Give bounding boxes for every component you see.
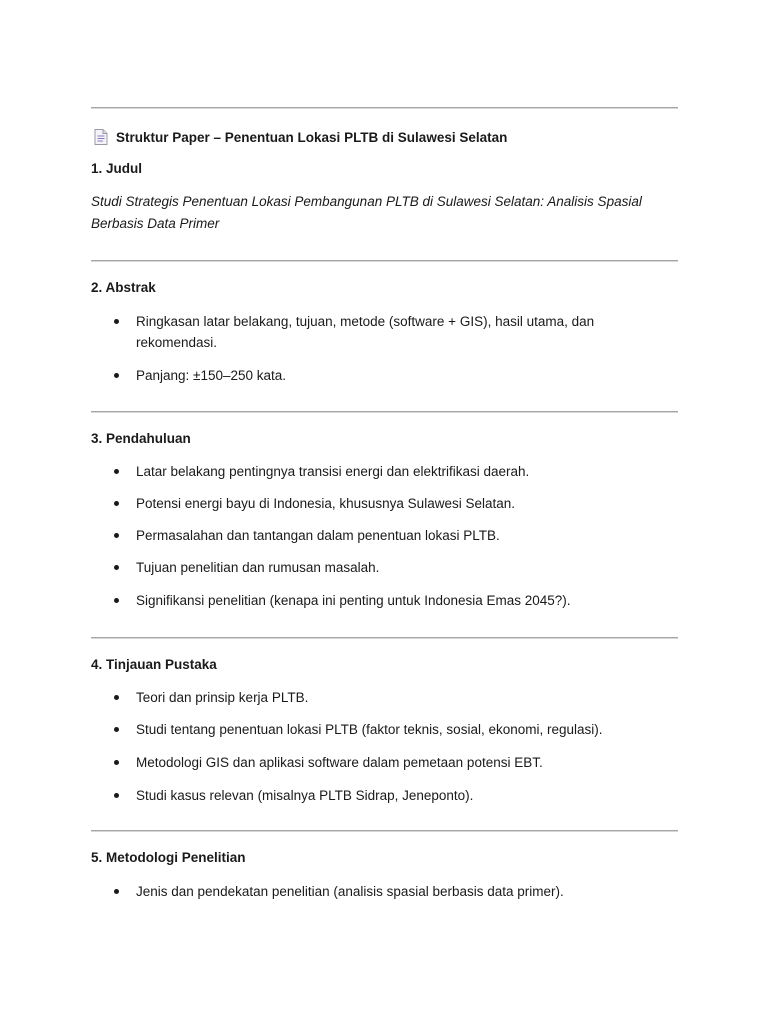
list-item-text: Studi kasus relevan (misalnya PLTB Sidrap, Jeneponto).: [136, 788, 474, 803]
section-heading-metodologi: 5. Metodologi Penelitian: [91, 850, 246, 865]
metodologi-list: [91, 881, 678, 902]
list-item-text: Metodologi GIS dan aplikasi software dalam pemetaan potensi EBT.: [136, 755, 543, 770]
list-item-text: Jenis dan pendekatan penelitian (analisis spasial berbasis data primer).: [136, 884, 564, 899]
abstrak-list: [91, 311, 651, 386]
divider: [91, 637, 678, 639]
list-item: [91, 752, 678, 773]
list-item: [91, 719, 678, 740]
bullet-icon: [114, 501, 119, 506]
list-item-text: Ringkasan latar belakang, tujuan, metode (software + GIS), hasil utama, dan rekomendasi.: [136, 314, 595, 350]
divider: [91, 260, 678, 262]
list-item: [91, 525, 678, 546]
list-item-text: Panjang: ±150–250 kata.: [136, 368, 287, 383]
list-item: [91, 881, 678, 902]
list-item: [91, 557, 678, 578]
document-title: [91, 127, 507, 147]
bullet-icon: [114, 793, 119, 798]
list-item: [91, 311, 636, 353]
section-heading-judul: 1. Judul: [91, 161, 143, 176]
tinjauan-pustaka-list: [91, 687, 678, 806]
divider: [91, 830, 678, 832]
bullet-icon: [114, 319, 119, 324]
list-item-text: Latar belakang pentingnya transisi energi dan elektrifikasi daerah.: [136, 464, 530, 479]
pendahuluan-list: [91, 461, 678, 611]
judul-paragraph: Studi Strategis Penentuan Lokasi Pembangunan PLTB di Sulawesi Selatan: Analisis Spasial Berbasis Data Primer: [91, 194, 642, 231]
bullet-icon: [114, 695, 119, 700]
bullet-icon: [114, 598, 119, 603]
list-item-text: Permasalahan dan tantangan dalam penentuan lokasi PLTB.: [136, 528, 500, 543]
section-heading-tinjauan-pustaka: 4. Tinjauan Pustaka: [91, 657, 217, 672]
section-heading-pendahuluan: 3. Pendahuluan: [91, 431, 191, 446]
list-item-text: Signifikansi penelitian (kenapa ini penting untuk Indonesia Emas 2045?).: [136, 593, 571, 608]
divider: [91, 107, 678, 109]
list-item-text: Teori dan prinsip kerja PLTB.: [136, 690, 309, 705]
bullet-icon: [114, 533, 119, 538]
document-icon: [94, 129, 108, 145]
list-item: [91, 493, 678, 514]
list-item-text: Potensi energi bayu di Indonesia, khususnya Sulawesi Selatan.: [136, 496, 515, 511]
document-title-text: Struktur Paper – Penentuan Lokasi PLTB di Sulawesi Selatan: [116, 129, 508, 145]
list-item: [91, 785, 678, 806]
list-item: [91, 461, 678, 482]
list-item: [91, 590, 678, 611]
list-item: [91, 687, 678, 708]
bullet-icon: [114, 469, 119, 474]
bullet-icon: [114, 565, 119, 570]
list-item-text: Studi tentang penentuan lokasi PLTB (faktor teknis, sosial, ekonomi, regulasi).: [136, 722, 603, 737]
bullet-icon: [114, 760, 119, 765]
bullet-icon: [114, 727, 119, 732]
bullet-icon: [114, 373, 119, 378]
bullet-icon: [114, 889, 119, 894]
list-item: [91, 365, 651, 386]
list-item-text: Tujuan penelitian dan rumusan masalah.: [136, 560, 380, 575]
divider: [91, 411, 678, 413]
section-heading-abstrak: 2. Abstrak: [91, 280, 156, 295]
